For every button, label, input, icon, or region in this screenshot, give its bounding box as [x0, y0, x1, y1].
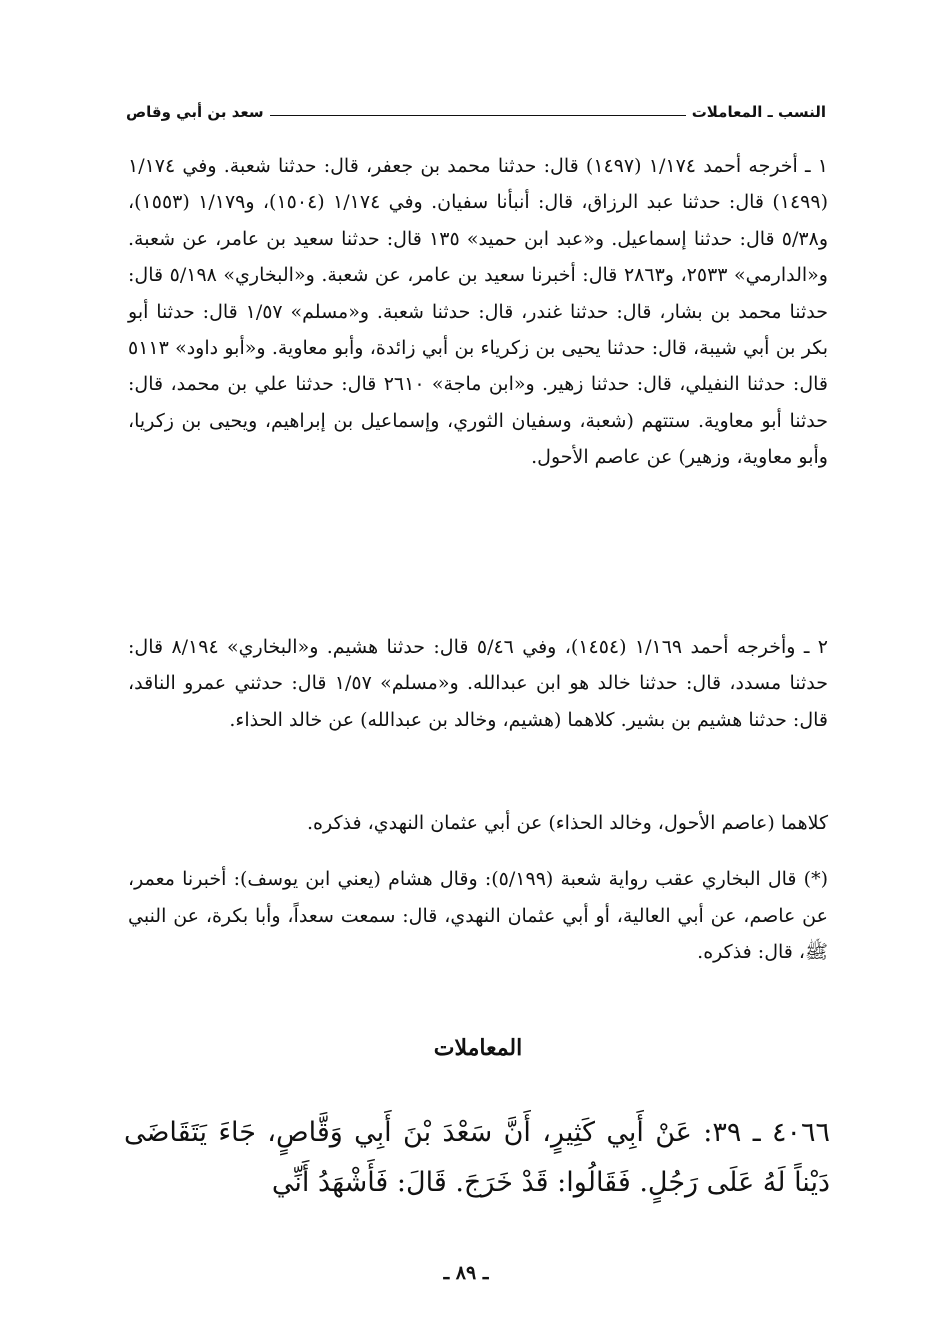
footnotes-block — [128, 148, 828, 971]
header-chapter-title: سعد بن أبي وقاص — [126, 103, 264, 121]
header-section-title: النسب ـ المعاملات — [691, 103, 826, 121]
section-heading: المعاملات — [433, 1035, 523, 1061]
page-number: ـ ٨٩ ـ — [443, 1262, 489, 1284]
footnote-summary: كلاهما (عاصم الأحول، وخالد الحذاء) عن أبي عثمان النهدي، فذكره. — [307, 812, 828, 834]
running-header — [126, 100, 826, 124]
footnote-2: ٢ ـ وأخرجه أحمد ١/١٦٩ (١٤٥٤)، وفي ٥/٤٦ قال: حدثنا هشيم. و«البخاري» ٨/١٩٤ قال: حدثنا مسدد، قال: حدثنا خالد هو ابن عبدالله. و«مسلم» ١/٥٧ قال: حدثني عمرو الناقد، قال: حدثنا هشيم بن بشير. كلاهما (هشيم، وخالد بن عبدالله) عن خالد الحذاء. — [128, 636, 829, 731]
header-rule — [270, 115, 686, 116]
footnote-1: ١ ـ أخرجه أحمد ١/١٧٤ (١٤٩٧) قال: حدثنا محمد بن جعفر، قال: حدثنا شعبة. وفي ١/١٧٤ (١٤٩٩) قال: حدثنا عبد الرزاق، قال: أنبأنا سفيان. وفي ١/١٧٤ (١٥٠٤)، و١/١٧٩ (١٥٥٣)، و٥/٣٨ قال: حدثنا إسماعيل. و«عبد ابن حميد» ١٣٥ قال: حدثنا سعيد بن عامر، عن شعبة. و«الدارمي» ٢٥٣٣، و٢٨٦٣ قال: أخبرنا سعيد بن عامر، عن شعبة. و«البخاري» ٥/١٩٨ قال: حدثنا محمد بن بشار، قال: حدثنا غندر، قال: حدثنا شعبة. و«مسلم» ١/٥٧ قال: حدثنا أبو بكر بن أبي شيبة، قال: حدثنا يحيى بن زكرياء بن أبي زائدة، وأبو معاوية. و«أبو داود» ٥١١٣ قال: حدثنا النفيلي، قال: حدثنا زهير. و«ابن ماجة» ٢٦١٠ قال: حدثنا علي بن محمد، قال: حدثنا أبو معاوية. ستتهم (شعبة، وسفيان الثوري، وإسماعيل بن إبراهيم، ويحيى بن زكريا، وأبو معاوية، وزهير) عن عاصم الأحول. — [128, 155, 829, 469]
hadith-text: ٤٠٦٦ ـ ٣٩: عَنْ أَبِي كَثِيرٍ، أَنَّ سَعْدَ بْنَ أَبِي وَقَّاصٍ، جَاءَ يَتَقَاضَى دَيْناً لَهُ عَلَى رَجُلٍ. فَقَالُوا: قَدْ خَرَجَ. قَالَ: فَأَشْهَدُ أَنِّي — [124, 1117, 830, 1198]
footnote-note: (*) قال البخاري عقب رواية شعبة (٥/١٩٩): وقال هشام (يعني ابن يوسف): أخبرنا معمر، عن عاصم، عن أبي العالية، أو أبي عثمان النهدي، قال: سمعت سعداً، وأبا بكرة، عن النبي ﷺ، قال: فذكره. — [128, 868, 828, 964]
